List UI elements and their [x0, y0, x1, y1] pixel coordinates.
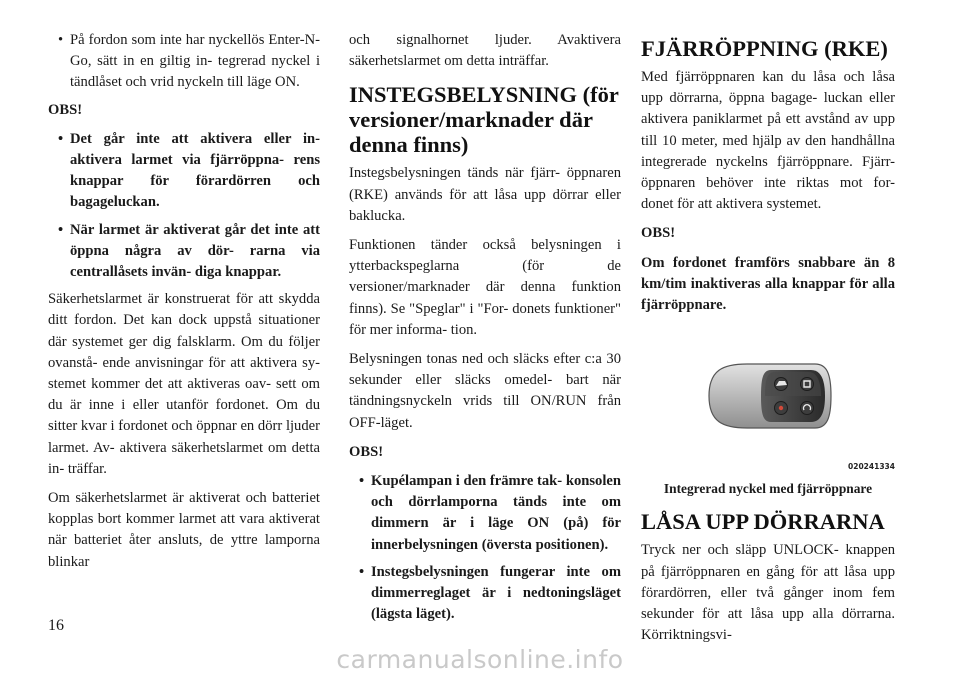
key-fob-icon [703, 356, 833, 436]
paragraph: och signalhornet ljuder. Avaktivera säkerhetslarmet om detta inträffar. [349, 32, 621, 70]
column-middle [349, 30, 621, 631]
paragraph: Belysningen tonas ned och släcks efter c:a 30 sekunder eller släcks omedel- bart när tändningsnyckeln vrids till ON/RUN från OFF-läget. [349, 351, 621, 431]
paragraph: Instegsbelysningen tänds när fjärr- öppnaren (RKE) används för att låsa upp dörrar eller baklucka. [349, 165, 621, 224]
list-item: • Instegsbelysningen fungerar inte om dimmerreglaget är i nedtoningsläget (lägsta läget). [349, 562, 621, 626]
paragraph: Med fjärröppnaren kan du låsa och låsa upp dörrarna, öppna bagage- luckan eller aktivera paniklarmet på ett avstånd av upp till 10 meter, med hjälp av den handhållna integrerade nyckelns fjärröppnare. Fjärr- öppnaren behöver inte riktas mot for- donet för att aktivera systemet. [641, 69, 895, 213]
obs-label: OBS! [349, 443, 384, 460]
paragraph: Tryck ner och släpp UNLOCK- knappen på fjärröppnaren en gång för att låsa upp förardörren, eller två gånger inom fem sekunder för att låsa upp alla dörrarna. Körriktningsvi- [641, 542, 895, 644]
column-right [641, 30, 895, 654]
list-item: • Det går inte att aktivera eller in- aktivera larmet via fjärröppna- rens knappar för förardörren och bagageluckan. [48, 129, 320, 214]
obs-label: OBS! [48, 101, 83, 118]
key-fob-figure [641, 356, 895, 474]
list-item: • På fordon som inte har nyckellös Enter-N-Go, sätt in en giltig in- tegrerad nyckel i tändlåset och vrid nyckeln till läge ON. [48, 30, 320, 94]
obs-text: Om fordonet framförs snabbare än 8 km/tim inaktiveras alla knappar för alla fjärröppnare. [641, 254, 895, 314]
list-item: • När larmet är aktiverat går det inte att öppna några av dör- rarna via centrallåsets invän- diga knappar. [48, 220, 320, 284]
obs-label: OBS! [641, 225, 676, 242]
list-item: • Kupélampan i den främre tak- konsolen och dörrlamporna tänds inte om dimmern är i läge ON (på) för innerbelysningen (översta positionen). [349, 471, 621, 556]
paragraph: Om säkerhetslarmet är aktiverat och batteriet kopplas bort kommer larmet att vara aktiverat när batteriet åter ansluts, de yttre lamporna blinkar [48, 490, 320, 570]
paragraph: Säkerhetslarmet är konstruerat för att skydda ditt fordon. Det kan dock uppstå situationer där systemet ger dig falsklarm. Om du följer ovanstå- ende anvisningar för att aktivera sy- stemet kommer det att aktiveras oav- sett om du är inne i eller utanför fordonet. Om du sitter kvar i fordonet och öppnar en dörr ljuder larmet. Av- aktivera säkerhetslarmet om detta in- träffar. [48, 291, 320, 477]
watermark: carmanualsonline.info [336, 645, 624, 674]
section-heading: LÅSA UPP DÖRRARNA [641, 509, 885, 535]
page-number: 16 [48, 617, 64, 634]
column-left [48, 30, 320, 581]
section-heading: INSTEGSBELYSNING (för versioner/marknader där denna finns) [349, 82, 619, 158]
section-heading: FJÄRRÖPPNING (RKE) [641, 36, 888, 61]
figure-code: 020241334 [848, 462, 895, 472]
paragraph: Funktionen tänder också belysningen i ytterbackspeglarna (för de versioner/marknader där denna funktion finns). Se "Speglar" i "For- donets funktioner" för mer informa- tion. [349, 237, 621, 338]
figure-caption: Integrerad nyckel med fjärröppnare [663, 481, 873, 497]
